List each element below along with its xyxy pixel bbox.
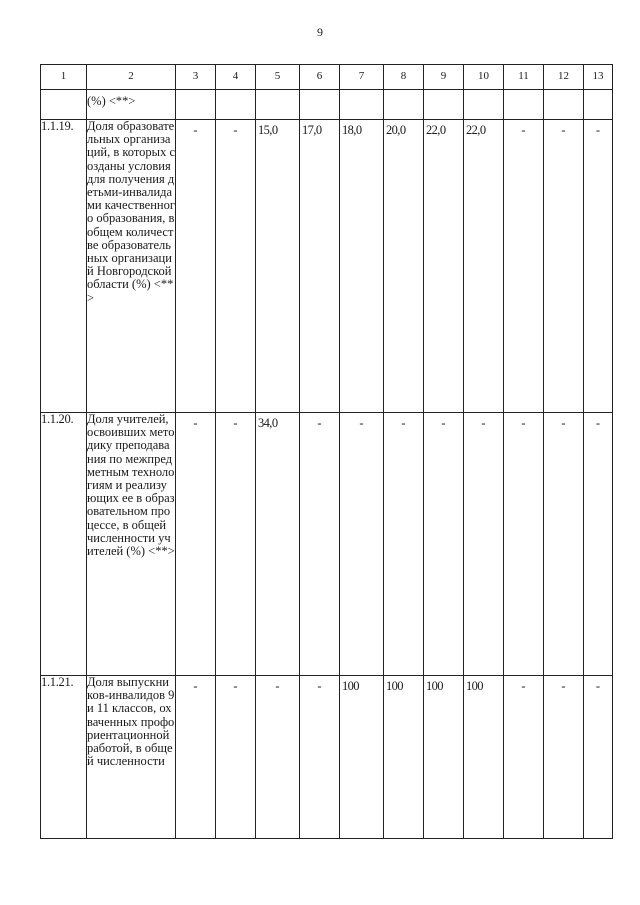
header-cell: 5 bbox=[256, 65, 300, 90]
value-cell: - bbox=[504, 413, 544, 676]
value-cell: - bbox=[584, 413, 613, 676]
header-cell: 1 bbox=[41, 65, 87, 90]
value-cell: 100 bbox=[384, 676, 424, 839]
value-cell: 34,0 bbox=[256, 413, 300, 676]
value-cell: 18,0 bbox=[340, 120, 384, 413]
header-cell: 13 bbox=[584, 65, 613, 90]
value-cell: - bbox=[544, 676, 584, 839]
value-cell: - bbox=[300, 676, 340, 839]
value-cell: - bbox=[544, 120, 584, 413]
value-cell: 22,0 bbox=[464, 120, 504, 413]
value-cell: - bbox=[216, 676, 256, 839]
value-cell: - bbox=[544, 413, 584, 676]
header-cell: 4 bbox=[216, 65, 256, 90]
indicator-name: Доля выпускников-инвалидов 9 и 11 классов, охваченных профориентационной работой, в общей численности bbox=[87, 676, 176, 839]
value-cell: - bbox=[584, 676, 613, 839]
indicator-name: (%) <**> bbox=[87, 90, 176, 120]
num-cell bbox=[41, 90, 87, 120]
value-cell: - bbox=[424, 413, 464, 676]
continuation-row bbox=[41, 90, 613, 120]
value-cell: 20,0 bbox=[384, 120, 424, 413]
indicators-table bbox=[40, 64, 613, 839]
page-number: 9 bbox=[317, 25, 323, 39]
value-cell: - bbox=[176, 676, 216, 839]
value-cell: - bbox=[256, 676, 300, 839]
header-cell: 3 bbox=[176, 65, 216, 90]
indicator-number: 1.1.21. bbox=[41, 676, 87, 839]
value-cell: 15,0 bbox=[256, 120, 300, 413]
header-cell: 2 bbox=[87, 65, 176, 90]
indicator-number: 1.1.19. bbox=[41, 120, 87, 413]
value-cell: - bbox=[504, 676, 544, 839]
value-cell: - bbox=[216, 413, 256, 676]
header-cell: 6 bbox=[300, 65, 340, 90]
header-cell: 8 bbox=[384, 65, 424, 90]
table-row bbox=[41, 676, 613, 839]
value-cell: 100 bbox=[340, 676, 384, 839]
header-cell: 12 bbox=[544, 65, 584, 90]
value-cell: 100 bbox=[464, 676, 504, 839]
table-row bbox=[41, 120, 613, 413]
value-cell: - bbox=[216, 120, 256, 413]
value-cell: - bbox=[584, 120, 613, 413]
value-cell: - bbox=[384, 413, 424, 676]
header-cell: 7 bbox=[340, 65, 384, 90]
header-row bbox=[41, 65, 613, 90]
table-row bbox=[41, 413, 613, 676]
header-cell: 9 bbox=[424, 65, 464, 90]
value-cell: - bbox=[176, 120, 216, 413]
value-cell: - bbox=[176, 413, 216, 676]
indicator-name: Доля образовательных организаций, в которых созданы условия для получения детьми-инвалидами качественного образования, в общем количестве образовательных организаций Новгородской области (%) <**> bbox=[87, 120, 176, 413]
value-cell: 17,0 bbox=[300, 120, 340, 413]
value-cell: - bbox=[504, 120, 544, 413]
value-cell: 22,0 bbox=[424, 120, 464, 413]
value-cell: - bbox=[300, 413, 340, 676]
value-cell: - bbox=[464, 413, 504, 676]
header-cell: 11 bbox=[504, 65, 544, 90]
value-cell: 100 bbox=[424, 676, 464, 839]
value-cell: - bbox=[340, 413, 384, 676]
header-cell: 10 bbox=[464, 65, 504, 90]
indicator-name: Доля учителей, освоивших методику преподавания по межпредметным технологиям и реализующих ее в образовательном процессе, в общей численности учителей (%) <**> bbox=[87, 413, 176, 676]
indicator-number: 1.1.20. bbox=[41, 413, 87, 676]
